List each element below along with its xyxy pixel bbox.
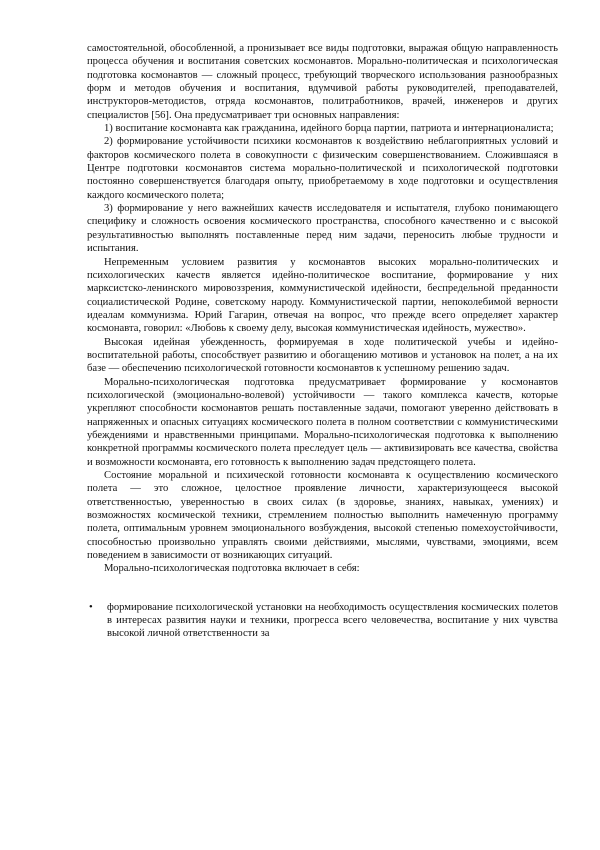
paragraph-direction-3: 3) формирование у него важнейших качеств исследователя и испытателя, глубоко понимающего специфику и сложность освоения космического пространства, способного качественно и с высокой результативностью выполнять поставленные перед ним задачи, переносить любые трудности и испытания. — [87, 203, 558, 255]
document-page — [87, 42, 558, 641]
paragraph-ideological-education: Непременным условием развития у космонавтов высоких морально-политических и психологических качеств является идейно-политическое воспитание, формирование у них марксистско-ленинского мировоззрения, коммунистической идейности, беспредельной преданности социалистической Родине, советскому народу. Коммунистической партии, непоколебимой верности идеалам коммунизма. Юрий Гагарин, отвечая на вопрос, что прежде всего определяет характер космонавта, говорил: «Любовь к своему делу, высокая коммунистическая идейность, мужество». — [87, 256, 558, 335]
paragraph-psychological-stability: Морально-психологическая подготовка предусматривает формирование у космонавтов психологической (эмоционально-волевой) устойчивости — такого комплекса качеств, которые укрепляют способности космонавтов решать поставленные задачи, помогают уверенно действовать в напряженных и опасных ситуациях космического полета в полном соответствии с коммунистическими убеждениями и нравственными принципами. Морально-психологическая подготовка к выполнению конкретной программы космического полета преследует цель — активизировать все качества, свойства и возможности космонавта, его готовность к выполнению задач предстоящего полета. — [87, 376, 558, 468]
bullet-marker: • — [89, 601, 93, 613]
bullet-list — [87, 601, 558, 641]
paragraph-readiness-state: Состояние моральной и психической готовности космонавта к осуществлению космического полета — это сложное, целостное проявление личности, характеризующееся высокой ответственностью, уверенностью в своих силах (в здоровье, знаниях, навыках, умениях) и возможностях космической техники, стремлением полностью выполнить намеченную программу полета, оптимальным уровнем эмоционального возбуждения, высокой степенью помехоустойчивости, способностью произвольно управлять своими действиями, мыслями, чувствами, эмоциями, всем поведением в зависимости от возникающих ситуаций. — [87, 470, 558, 562]
paragraph-ideological-conviction: Высокая идейная убежденность, формируемая в ходе политической учебы и идейно-воспитательной работы, способствует развитию и обогащению мотивов и установок на полет, а на их базе — обеспечению психологической готовности космонавтов к успешному решению задач. — [87, 336, 558, 375]
bullet-text: формирование психологической установки на необходимость осуществления космических полетов в интересах развития науки и техники, прогресса всего человечества, воспитание у них чувства высокой личной ответственности за — [107, 601, 558, 640]
list-item — [87, 601, 558, 641]
paragraph-continuation: самостоятельной, обособленной, а пронизывает все виды подготовки, выражая общую направленность процесса обучения и воспитания советских космонавтов. Морально-политическая и психологическая подготовка космонавтов — сложный процесс, требующий творческого использования разнообразных форм и методов обучения и воспитания, вдумчивой работы руководителей, преподавателей, инструкторов-методистов, отряда космонавтов, политработников, врачей, инженеров и других специалистов [56]. Она предусматривает три основных направления: — [87, 43, 558, 121]
paragraph-direction-2: 2) формирование устойчивости психики космонавтов к воздействию неблагоприятных условий и факторов космического полета в совокупности с физическим совершенствованием. Сложившаяся в Центре подготовки космонавтов система морально-политической и психологической подготовки постоянно совершенствуется благодаря опыту, приобретаемому в ходе подготовки и осуществления каждого космического полета; — [87, 136, 558, 201]
paragraph-training-includes: Морально-психологическая подготовка включает в себя: — [104, 563, 360, 575]
paragraph-direction-1: 1) воспитание космонавта как гражданина, идейного борца партии, патриота и интернационалиста; — [104, 123, 554, 135]
